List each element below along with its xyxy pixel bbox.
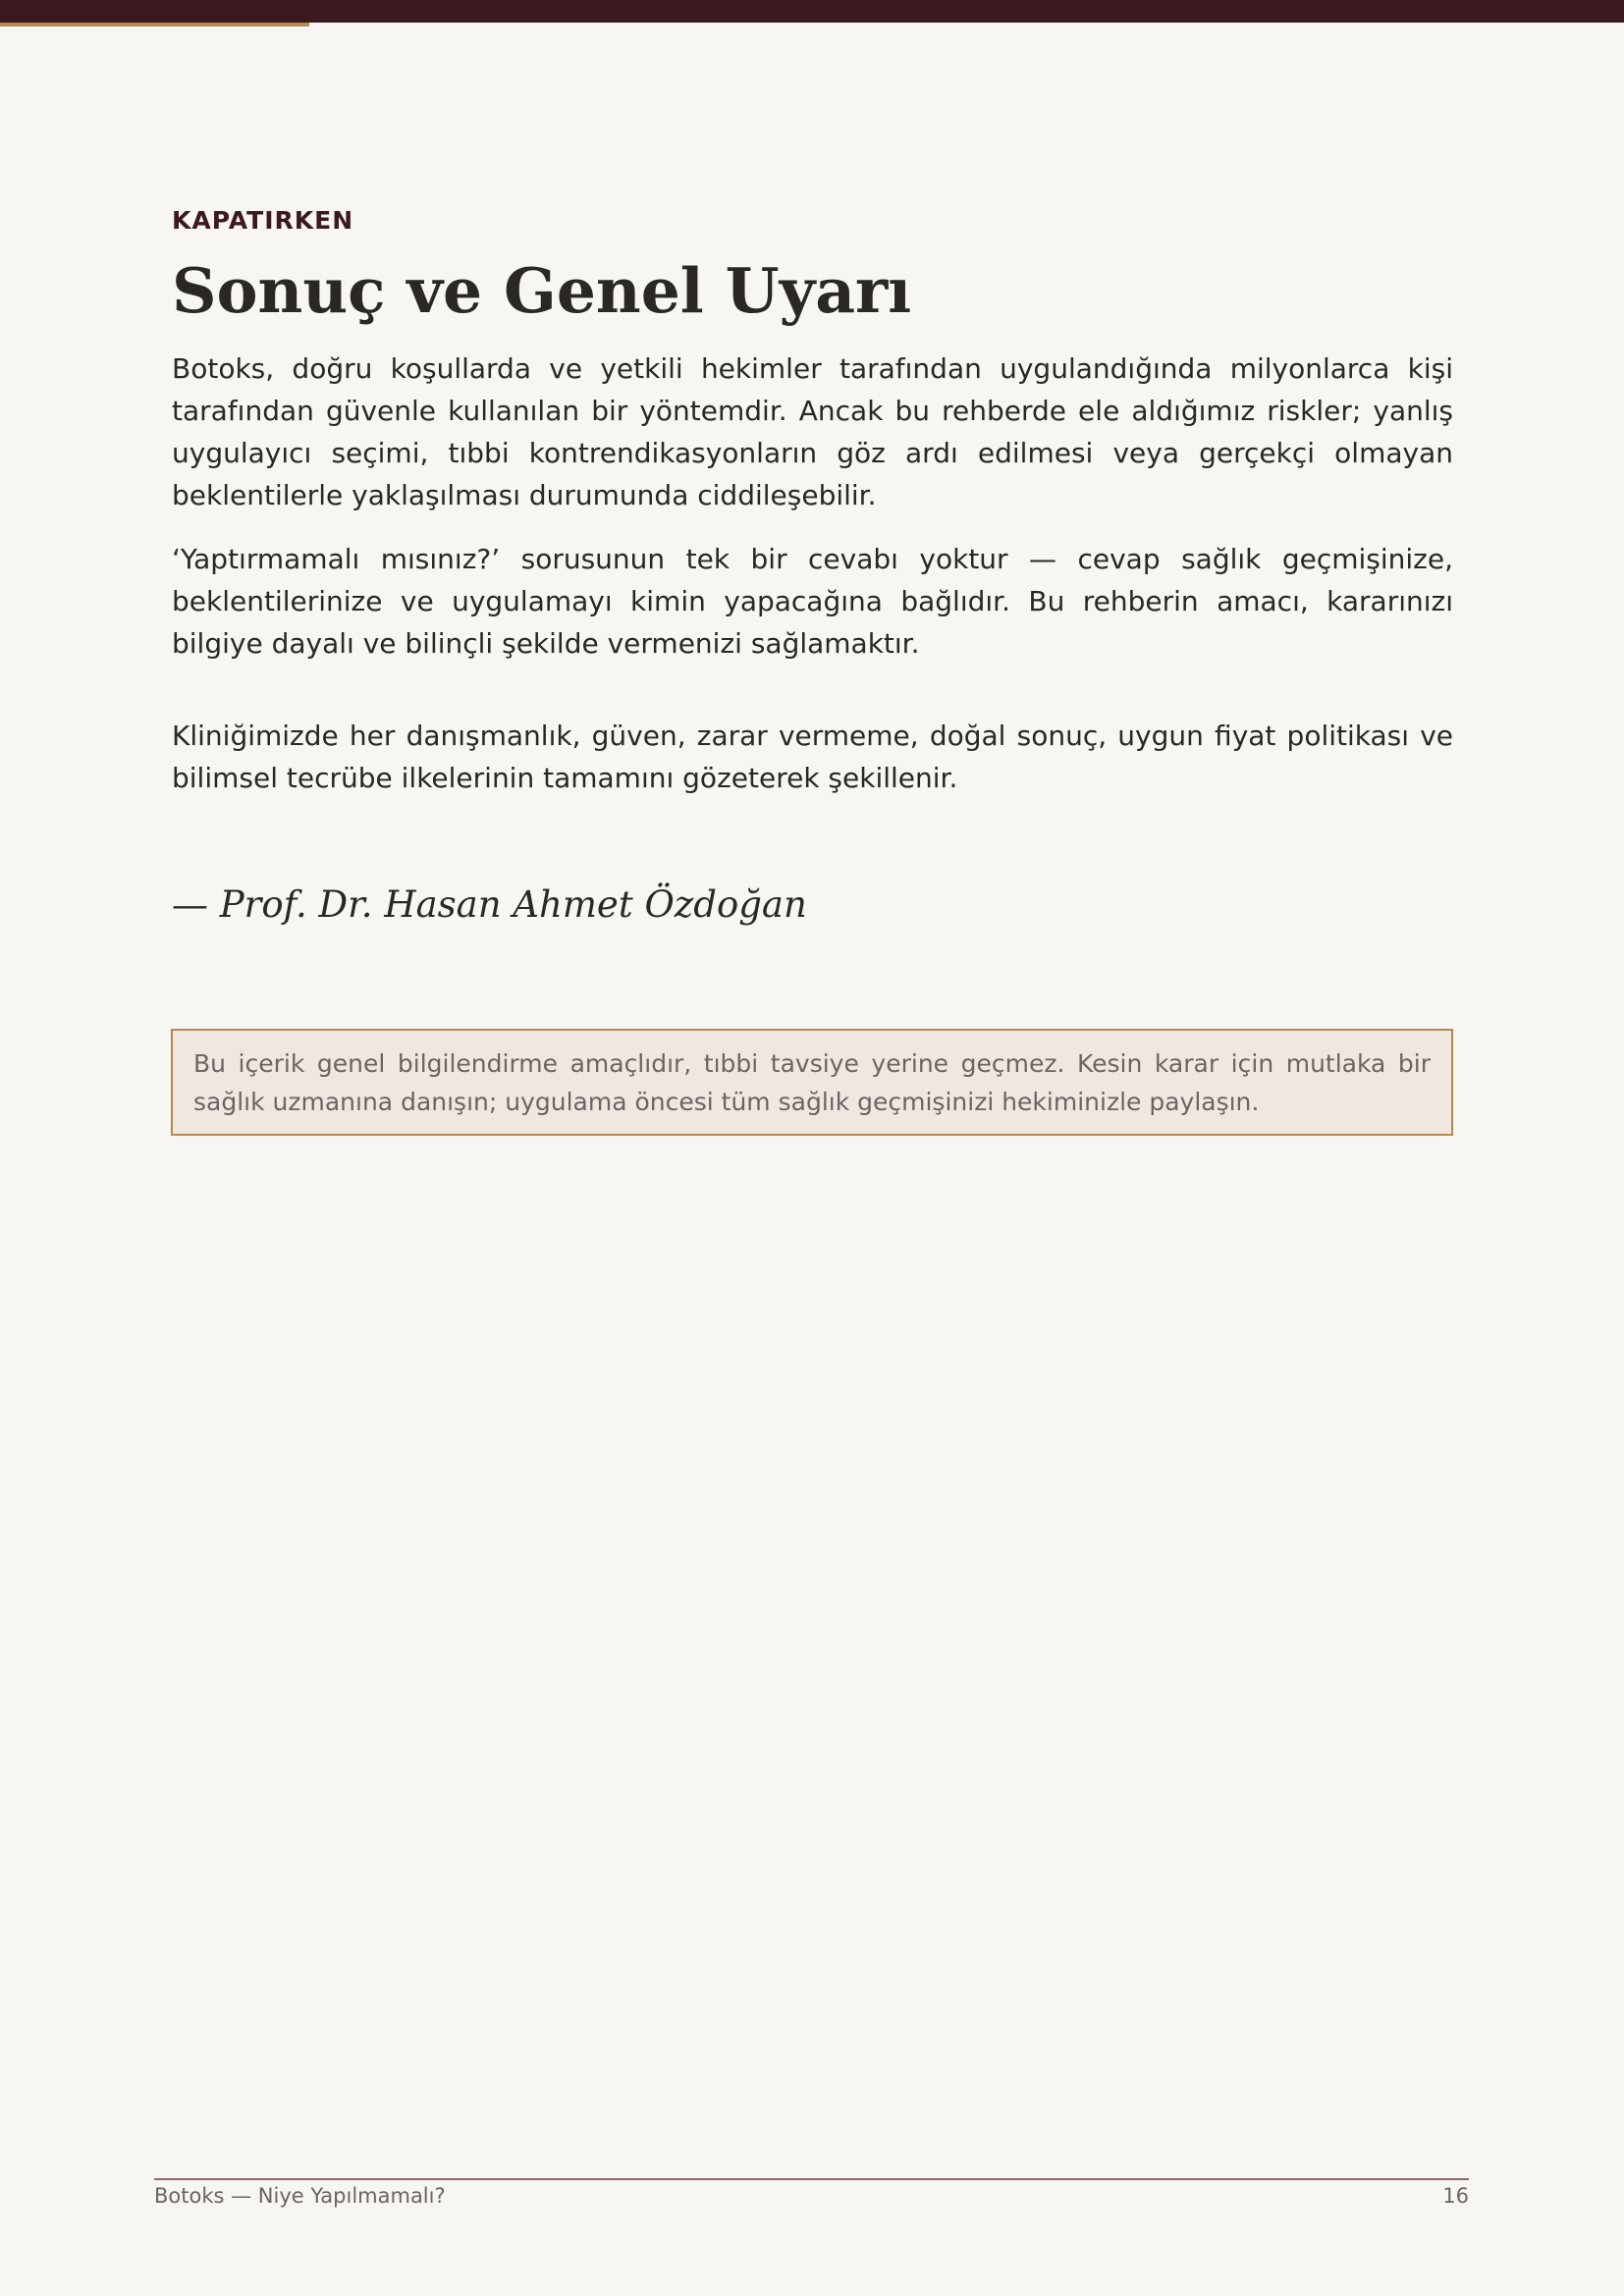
main-content	[172, 206, 1453, 927]
body-paragraph-1: Botoks, doğru koşullarda ve yetkili hekimler tarafından uygulandığında milyonlarca kişi tarafından güvenle kullanılan bir yöntemdir. Ancak bu rehberde ele aldığımız riskler; yanlış uygulayıcı seçimi, tıbbi kontrendikasyonların göz ardı edilmesi veya gerçekçi olmayan beklentilerle yaklaşılması durumunda ciddileşebilir.	[172, 352, 1453, 511]
body-paragraph-2: ‘Yaptırmamalı mısınız?’ sorusunun tek bir cevabı yoktur — cevap sağlık geçmişinize, beklentilerinize ve uygulamayı kimin yapacağına bağlıdır. Bu rehberin amacı, kararınızı bilgiye dayalı ve bilinçli şekilde vermenizi sağlamaktır.	[172, 543, 1453, 660]
footer-document-title: Botoks — Niye Yapılmamalı?	[154, 2184, 446, 2208]
footer-page-number: 16	[1442, 2184, 1469, 2208]
top-accent-line	[0, 23, 309, 27]
disclaimer-box	[171, 1029, 1453, 1136]
author-signature: — Prof. Dr. Hasan Ahmet Özdoğan	[172, 883, 807, 926]
page-title: Sonuç ve Genel Uyarı	[172, 254, 912, 327]
section-eyebrow: KAPATIRKEN	[172, 206, 354, 235]
footer-divider	[154, 2178, 1469, 2180]
disclaimer-text: Bu içerik genel bilgilendirme amaçlıdır, tıbbi tavsiye yerine geçmez. Kesin karar için mutlaka bir sağlık uzmanına danışın; uygulama öncesi tüm sağlık geçmişinizi hekiminizle paylaşın.	[193, 1049, 1431, 1116]
body-paragraph-3: Kliniğimizde her danışmanlık, güven, zarar vermeme, doğal sonuç, uygun fiyat politikası ve bilimsel tecrübe ilkelerinin tamamını gözeterek şekillenir.	[172, 720, 1453, 794]
top-header-bar	[0, 0, 1624, 23]
